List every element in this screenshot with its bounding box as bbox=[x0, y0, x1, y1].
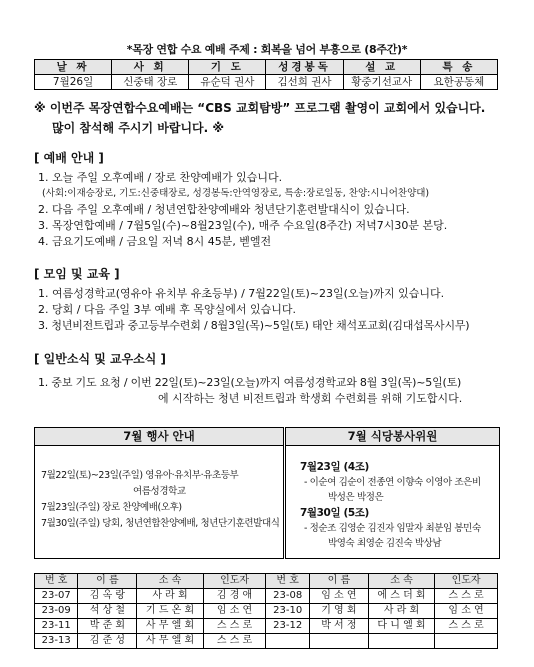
table-row bbox=[35, 604, 498, 619]
member-cell: 기 영 회 bbox=[309, 604, 368, 619]
notice-line: 많이 참석해 주시기 바랍니다. ※ bbox=[52, 121, 225, 135]
roles-cell: 김선희 권사 bbox=[266, 75, 343, 90]
member-cell: 석 상 철 bbox=[78, 604, 137, 619]
worship-section bbox=[34, 149, 447, 250]
roles-cell: 유순덕 권사 bbox=[189, 75, 266, 90]
list-item: 3. 목장연합예배 / 7월5일(수)~8월23일(수), 매주 수요일(8주간) 저녁7시30분 본당. bbox=[38, 219, 448, 232]
member-cell bbox=[435, 634, 498, 649]
section-heading: [ 일반소식 및 교우소식 ] bbox=[34, 352, 167, 366]
event-line: 여름성경학교 bbox=[133, 486, 186, 497]
roles-header: 날 짜 bbox=[35, 60, 112, 75]
member-cell: 스 스 로 bbox=[203, 619, 266, 634]
meal-heading: 7월 식당봉사위원 bbox=[286, 428, 499, 446]
members-header: 소 속 bbox=[368, 574, 434, 589]
section-heading: [ 예배 안내 ] bbox=[34, 151, 104, 165]
table-row bbox=[35, 589, 498, 604]
member-cell bbox=[368, 634, 434, 649]
members-header: 인도자 bbox=[435, 574, 498, 589]
member-cell: 사 라 회 bbox=[137, 589, 203, 604]
member-cell: 박 서 정 bbox=[309, 619, 368, 634]
events-box bbox=[34, 427, 284, 559]
members-header: 이 름 bbox=[78, 574, 137, 589]
section-heading: [ 모임 및 교육 ] bbox=[34, 267, 120, 281]
notice-line: ※ 이번주 목장연합수요예배는 “CBS 교회탐방” 프로그램 촬영이 교회에서 있습니다. bbox=[34, 101, 486, 115]
member-cell: 23-07 bbox=[35, 589, 78, 604]
member-cell: 임 소 연 bbox=[435, 604, 498, 619]
meal-line: - 이순여 김순이 전종연 이향숙 이영아 조은비 bbox=[304, 477, 481, 488]
roles-cell: 요한공동체 bbox=[420, 75, 497, 90]
event-line: 7월23일(주일) 장로 찬양예배(오후) bbox=[41, 502, 182, 513]
members-header: 번 호 bbox=[35, 574, 78, 589]
roles-header: 성경봉독 bbox=[266, 60, 343, 75]
member-cell: 사 무 엘 회 bbox=[137, 619, 203, 634]
member-cell: 박 준 회 bbox=[78, 619, 137, 634]
roles-header: 설 교 bbox=[343, 60, 420, 75]
list-item: 1. 오늘 주일 오후예배 / 장로 찬양예배가 있습니다. bbox=[38, 171, 283, 184]
members-header: 소 속 bbox=[137, 574, 203, 589]
page-title: *목장 연합 수요 예배 주제 : 회복을 넘어 부흥으로 (8주간)* bbox=[126, 43, 408, 56]
members-header: 이 름 bbox=[309, 574, 368, 589]
member-cell: 다 니 엘 회 bbox=[368, 619, 434, 634]
member-cell: 23-12 bbox=[266, 619, 309, 634]
meal-line: 7월30일 (5조) bbox=[300, 507, 369, 519]
list-item: 1. 여름성경학교(영유아 유치부 유초등부) / 7월22일(토)~23일(오늘)까지 있습니다. bbox=[38, 287, 445, 300]
member-cell: 23-09 bbox=[35, 604, 78, 619]
member-cell: 스 스 로 bbox=[203, 634, 266, 649]
meal-line: 박성은 박정은 bbox=[328, 492, 384, 503]
roles-header: 사 회 bbox=[112, 60, 189, 75]
service-roles-table bbox=[34, 59, 498, 90]
list-item: 1. 중보 기도 요청 / 이번 22일(토)~23일(오늘)까지 여름성경학교와 8월 3일(목)~5일(토) bbox=[38, 376, 462, 389]
member-cell: 23-10 bbox=[266, 604, 309, 619]
member-cell: 기 드 온 회 bbox=[137, 604, 203, 619]
member-cell: 23-11 bbox=[35, 619, 78, 634]
roles-header: 기 도 bbox=[189, 60, 266, 75]
member-cell: 스 스 로 bbox=[435, 589, 498, 604]
member-cell: 김 준 성 bbox=[78, 634, 137, 649]
members-header: 번 호 bbox=[266, 574, 309, 589]
meal-line: - 정순조 김영순 김진자 임말자 최분임 봉민숙 bbox=[304, 523, 481, 534]
member-cell: 김 옥 랑 bbox=[78, 589, 137, 604]
roles-cell: 황중기선교사 bbox=[343, 75, 420, 90]
list-item: 3. 청년비전트립과 중고등부수련회 / 8월3일(목)~5일(토) 태안 채석포교회(김대섭목사시무) bbox=[38, 319, 470, 332]
event-line: 7월30일(주일) 당회, 청년연합찬양예배, 청년단기훈련발대식 bbox=[41, 518, 280, 529]
table-row bbox=[35, 634, 498, 649]
member-cell: 스 스 로 bbox=[435, 619, 498, 634]
roles-cell: 7월26일 bbox=[35, 75, 112, 90]
roles-cell: 신중태 장로 bbox=[112, 75, 189, 90]
gathering-section bbox=[34, 265, 469, 334]
list-item: 2. 당회 / 다음 주일 3부 예배 후 목양실에서 있습니다. bbox=[38, 303, 297, 316]
member-cell: 23-08 bbox=[266, 589, 309, 604]
table-row bbox=[35, 619, 498, 634]
member-cell bbox=[309, 634, 368, 649]
roles-header: 특 송 bbox=[420, 60, 497, 75]
events-heading: 7월 행사 안내 bbox=[35, 428, 283, 446]
new-members-table bbox=[34, 573, 498, 649]
member-cell: 사 무 엘 회 bbox=[137, 634, 203, 649]
list-item: 4. 금요기도예배 / 금요일 저녁 8시 45분, 벧엘전 bbox=[38, 235, 272, 248]
news-section bbox=[34, 350, 462, 407]
meal-line: 박영숙 최영순 김진숙 박상남 bbox=[328, 538, 442, 549]
meal-box bbox=[285, 427, 500, 559]
member-cell: 23-13 bbox=[35, 634, 78, 649]
member-cell: 김 경 애 bbox=[203, 589, 266, 604]
list-item: 2. 다음 주일 오후예배 / 청년연합찬양예배와 청년단기훈련발대식이 있습니다. bbox=[38, 203, 410, 216]
member-cell: 임 소 연 bbox=[309, 589, 368, 604]
list-item: (사회:이재승장로, 기도:신중태장로, 성경봉독:안역영장로, 특송:장로일동, 찬양:시니어찬양대) bbox=[42, 188, 430, 199]
meal-line: 7월23일 (4조) bbox=[300, 461, 369, 473]
list-item: 에 시작하는 청년 비전트립과 학생회 수련회를 위해 기도합시다. bbox=[158, 392, 463, 405]
member-cell bbox=[266, 634, 309, 649]
member-cell: 에 스 더 회 bbox=[368, 589, 434, 604]
event-line: 7월22일(토)~23일(주일) 영유아·유치부·유초등부 bbox=[41, 470, 239, 481]
member-cell: 임 소 연 bbox=[203, 604, 266, 619]
notice bbox=[34, 98, 485, 138]
member-cell: 사 라 회 bbox=[368, 604, 434, 619]
members-header: 인도자 bbox=[203, 574, 266, 589]
